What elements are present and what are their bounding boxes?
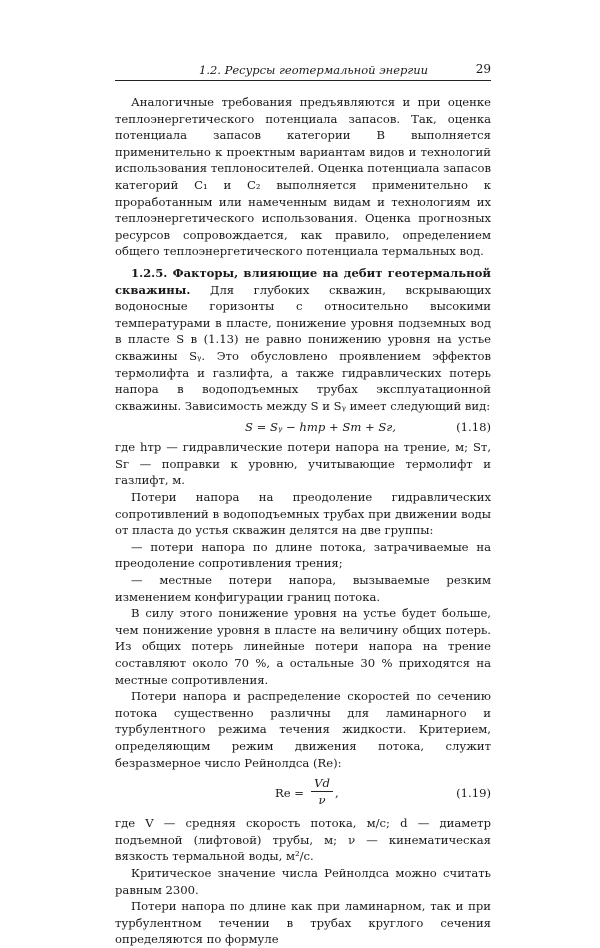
paragraph-critical: Критическое значение числа Рейнолдса можно считать равным 2300. bbox=[115, 865, 491, 897]
paragraph-losses: Потери напора на преодоление гидравлических сопротивлений в водоподъемных трубах при движении воды от пласта до устья скважин делятся на две группы: bbox=[115, 490, 491, 538]
formula-1-19 bbox=[115, 773, 491, 813]
paragraph-where-1: где hтр — гидравлические потери напора на трение, м; Sт, Sг — поправки к уровню, учитывающие термолифт и газлифт, м. bbox=[115, 440, 491, 488]
formula-1-19-comma: , bbox=[335, 786, 339, 801]
formula-1-19-fraction bbox=[311, 775, 333, 808]
page-number: 29 bbox=[475, 62, 491, 76]
running-header bbox=[115, 62, 491, 81]
list-item-friction: — потери напора по длине потока, затрачиваемые на преодоление сопротивления трения; bbox=[115, 539, 491, 571]
formula-1-18-equation: S = Sᵧ − hтр + Sт + Sг, bbox=[245, 420, 396, 435]
section-heading: 1.2.5. Факторы, влияющие на дебит геотермальной скважины. bbox=[115, 265, 491, 297]
section-1-2-5 bbox=[115, 265, 491, 414]
running-header-title: 1.2. Ресурсы геотермальной энергии bbox=[199, 63, 429, 77]
paragraph-reynolds: Потери напора и распределение скоростей по сечению потока существенно различны для ламинарного и турбулентного режима течения жидкости. Критерием, определяющим режим движения потока, служит безразмерное число Рейнолдса (Re): bbox=[115, 689, 491, 770]
formula-1-19-numerator: Vd bbox=[311, 775, 333, 792]
paragraph-head-loss: Потери напора по длине как при ламинарном, так и при турбулентном течении в трубах круглого сечения определяются по формуле bbox=[115, 899, 491, 947]
formula-1-19-denominator: ν bbox=[318, 793, 326, 808]
list-item-local: — местные потери напора, вызываемые резким изменением конфигурации границ потока. bbox=[115, 573, 491, 604]
paragraph-reserves: Аналогичные требования предъявляются и при оценке теплоэнергетического потенциала запасов. Так, оценка потенциала запасов категории B выполняется применительно к проектным вариантам видов и технологий использования теплоносителей. Оценка потенциала запасов категорий C₁ и C₂ выполняется применительно к проработанным или намеченным видам и технологиям их теплоэнергетического использования. Оценка прогнозных ресурсов сопровождается, как правило, определением общего теплоэнергетического потенциала термальных вод. bbox=[115, 95, 491, 259]
body-text bbox=[115, 94, 491, 948]
formula-1-19-number: (1.19) bbox=[456, 786, 491, 801]
formula-1-19-lhs: Re = bbox=[275, 786, 304, 801]
paragraph-level: В силу этого понижение уровня на устье будет больше, чем понижение уровня в пласте на величину общих потерь. Из общих потерь линейные потери напора на трение составляют около 70 %, а остальные 30 % приходятся на местные сопротивления. bbox=[115, 606, 491, 687]
formula-1-18 bbox=[115, 416, 491, 438]
paragraph-where-2: где V — средняя скорость потока, м/с; d — диаметр подъемной (лифтовой) трубы, м; ν — кинематическая вязкость термальной воды, м²/с. bbox=[115, 816, 491, 864]
section-intro: Для глубоких скважин, вскрывающих водоносные горизонты с относительно высокими температурами в пласте, понижение уровня подземных вод в пласте S в (1.13) не равно понижению уровня на устье скважины Sᵧ. Это обусловлено проявлением эффектов термолифта и газлифта, а также гидравлических потерь напора в водоподъемных трубах эксплуатационной скважины. Зависимость между S и Sᵧ имеет следующий вид: bbox=[115, 282, 491, 413]
formula-1-18-number: (1.18) bbox=[456, 420, 491, 435]
